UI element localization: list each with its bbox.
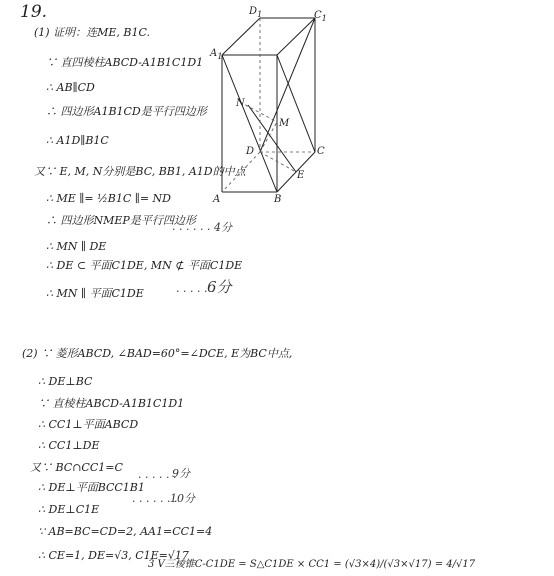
vertex-label-c: C: [317, 146, 325, 157]
part1-line: 又∵ E, M, N分别是BC, BB1, A1D的中点: [34, 165, 246, 178]
part1-line: ∵ 直四棱柱ABCD-A1B1C1D1: [46, 56, 204, 69]
part1-line: ∴ 四边形A1B1CD是平行四边形: [46, 105, 207, 118]
score-dashes: · · · · · ·: [172, 223, 211, 236]
part2-line: ∴ CE=1, DE=√3, C1E=√17: [38, 549, 189, 562]
vertex-label-b: B: [274, 194, 282, 205]
part2-line: ∴ CC1⊥DE: [38, 439, 100, 452]
score-dashes: · · · · · · ·: [132, 495, 178, 508]
part1-line: ∴ 四边形NMEP是平行四边形: [46, 214, 196, 227]
part1-line: ∴ A1D∥B1C: [46, 134, 109, 147]
vertex-label-m: M: [279, 118, 290, 129]
vertex-label-a: A: [213, 194, 221, 205]
part1-line: ∴ MN ∥ DE: [46, 240, 107, 253]
part2-line: ∴ DE⊥BC: [38, 375, 93, 388]
part1-line: ∴ AB∥CD: [46, 81, 95, 94]
part2-line: ∴ DE⊥C1E: [38, 503, 100, 516]
score-dashes: · · · · · ·: [138, 471, 177, 484]
vertex-label-c1: $C_1$: [314, 10, 327, 23]
part2-line: (2) ∵ 菱形ABCD, ∠BAD=60°=∠DCE, E为BC中点,: [22, 347, 293, 360]
score-4: 4分: [214, 221, 232, 234]
part2-line: ∵ AB=BC=CD=2, AA1=CC1=4: [38, 525, 213, 538]
part2-line: ∵ 直棱柱ABCD-A1B1C1D1: [38, 397, 185, 410]
part2-line: ∴ DE⊥平面BCC1B1: [38, 481, 145, 494]
volume-formula: 3 V三棱锥C-C1DE = S△C1DE × CC1 = (√3×4)/(√3×√17) = 4/√17: [148, 559, 476, 570]
score-6: 6分: [207, 278, 232, 296]
vertex-label-n: N: [236, 98, 245, 109]
question-number: 19.: [20, 2, 48, 22]
part2-line: 又∵ BC∩CC1=C: [30, 461, 123, 474]
vertex-label-d: D: [246, 146, 255, 157]
vertex-label-d1: $D_1$: [249, 6, 263, 19]
score-10: 10分: [170, 492, 195, 505]
score-dashes: · · · · · ·: [176, 285, 215, 298]
part1-line: ∴ MN ∥ 平面C1DE: [46, 287, 144, 300]
vertex-label-e: E: [297, 170, 305, 181]
score-9: 9分: [172, 467, 190, 480]
part1-line: ∴ DE ⊂ 平面C1DE, MN ⊄ 平面C1DE: [46, 259, 243, 272]
part2-line: ∴ CC1⊥平面ABCD: [38, 418, 139, 431]
vertex-label-a1: $A_1$: [210, 48, 223, 61]
part1-line: (1) 证明：连ME, B1C.: [34, 26, 150, 39]
part1-line: ∴ ME ∥= ½B1C ∥= ND: [46, 192, 171, 205]
